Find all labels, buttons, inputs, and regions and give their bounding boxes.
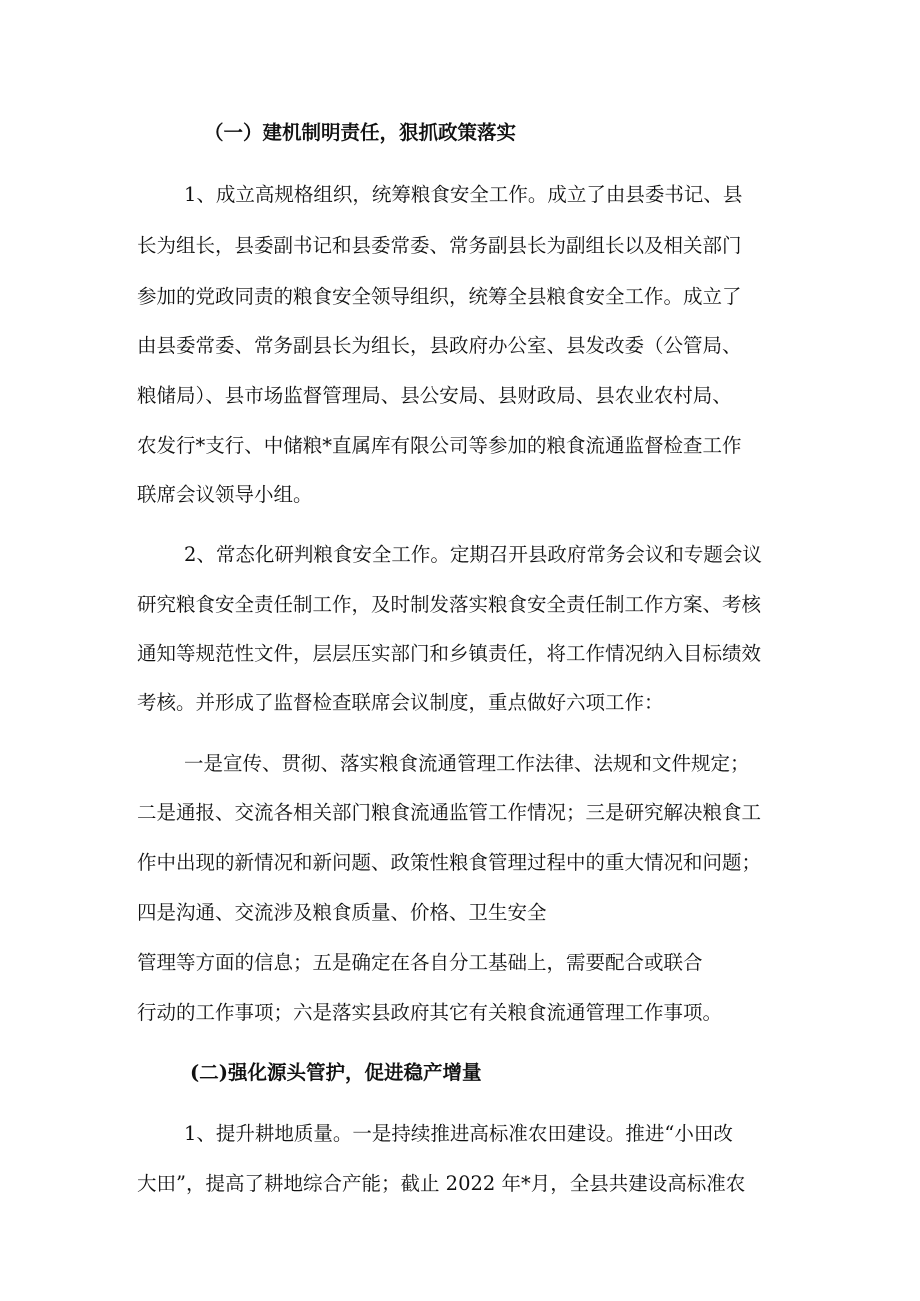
paragraph-line: 参加的党政同责的粮食安全领导组织，统筹全县粮食安全工作。成立了 [137, 285, 742, 308]
section-heading-2: (二)强化源头管护，促进稳产增量 [190, 1061, 482, 1084]
section-heading-1: （一）建机制明责任，狠抓政策落实 [204, 121, 517, 144]
paragraph-line: 1、提升耕地质量。一是持续推进高标准农田建设。推进“小田改 [184, 1122, 733, 1145]
paragraph-line: 管理等方面的信息；五是确定在各自分工基础上，需要配合或联合 [137, 951, 703, 974]
paragraph-line: 行动的工作事项；六是落实县政府其它有关粮食流通管理工作事项。 [137, 1001, 723, 1024]
paragraph-line: 大田”，提高了耕地综合产能；截止 2022 年*月，全县共建设高标准农 [137, 1172, 746, 1195]
paragraph-line: 2、常态化研判粮食安全工作。定期召开县政府常务会议和专题会议 [184, 543, 762, 566]
paragraph-line: 1、成立高规格组织，统筹粮食安全工作。成立了由县委书记、县 [184, 183, 743, 206]
paragraph-line: 考核。并形成了监督检查联席会议制度，重点做好六项工作： [137, 691, 664, 714]
paragraph-line: 二是通报、交流各相关部门粮食流通监管工作情况；三是研究解决粮食工 [137, 801, 762, 824]
paragraph-line: 长为组长，县委副书记和县委常委、常务副县长为副组长以及相关部门 [137, 234, 742, 257]
paragraph-line: 联席会议领导小组。 [137, 483, 313, 506]
paragraph-line: 粮储局）、县市场监督管理局、县公安局、县财政局、县农业农村局、 [137, 384, 732, 407]
paragraph-line: 通知等规范性文件，层层压实部门和乡镇责任，将工作情况纳入目标绩效 [137, 642, 762, 665]
paragraph-line: 由县委常委、常务副县长为组长，县政府办公室、县发改委（公管局、 [137, 334, 742, 357]
paragraph-line: 研究粮食安全责任制工作，及时制发落实粮食安全责任制工作方案、考核 [137, 593, 762, 616]
paragraph-line: 四是沟通、交流涉及粮食质量、价格、卫生安全 [137, 901, 547, 924]
paragraph-line: 一是宣传、贯彻、落实粮食流通管理工作法律、法规和文件规定； [184, 752, 750, 775]
paragraph-line: 作中出现的新情况和新问题、政策性粮食管理过程中的重大情况和问题； [137, 851, 762, 874]
paragraph-line: 农发行*支行、中储粮*直属库有限公司等参加的粮食流通监督检查工作 [137, 434, 742, 457]
